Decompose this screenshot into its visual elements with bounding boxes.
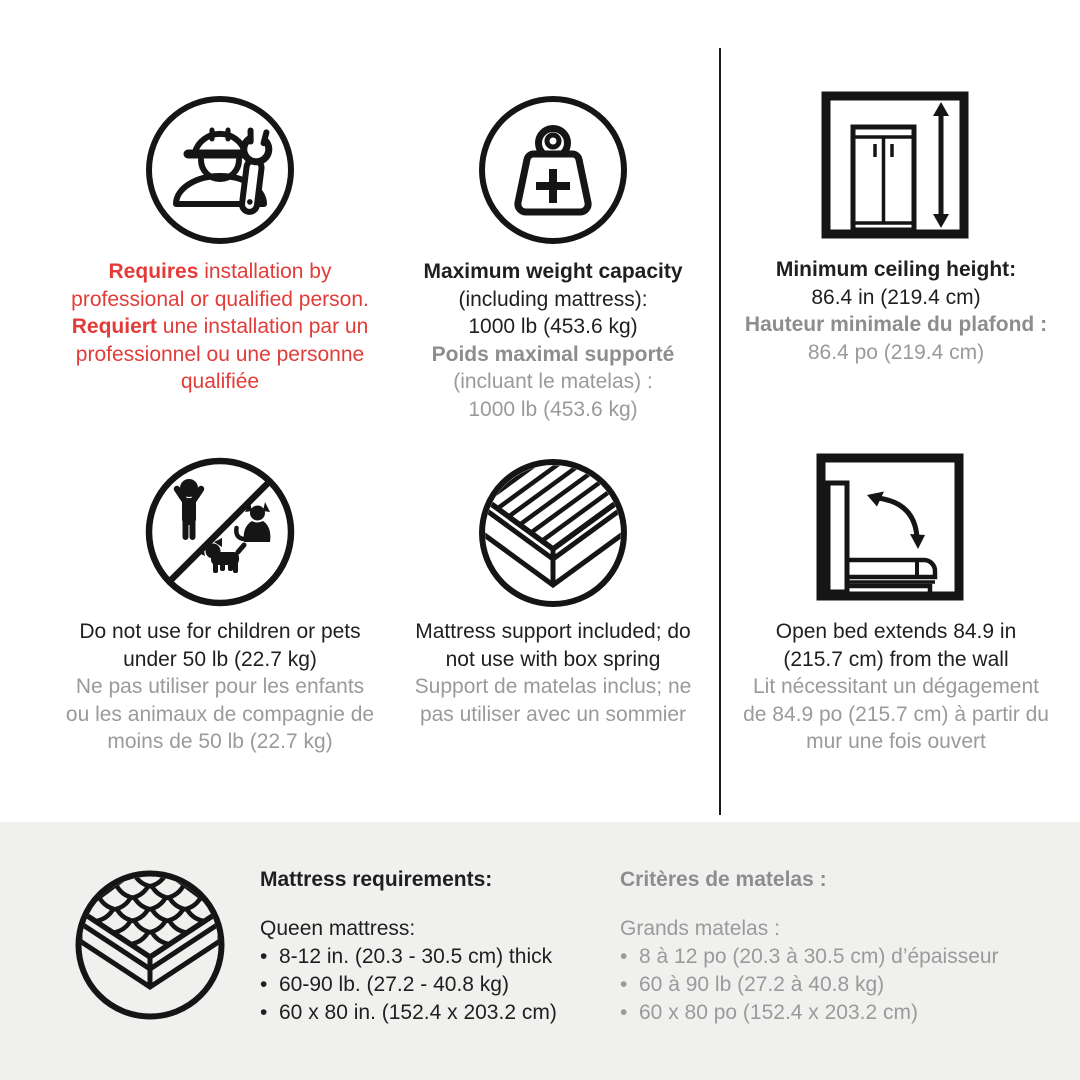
installer-icon [140,90,300,255]
cabinet-panel [828,483,847,592]
icon-circle-border [149,99,291,241]
install-text: Requires installation by professional or qualified person. Requiert une installation par un professionnel ou une personne qualifiée [71,260,369,393]
list-item: • 8 à 12 po (20.3 à 30.5 cm) d’épaisseur [620,943,999,971]
ceiling-height-icon [820,90,970,245]
open-bed-text: Open bed extends 84.9 in (215.7 cm) from the wall Lit nécessitant un dégagement de 84.9 po (215.7 cm) à partir du mur une fois ouvert [743,620,1049,753]
mattress-requirements-en [260,866,557,1027]
mattress-subtitle-en: Queen mattress: [260,917,416,940]
mattress-subtitle-fr: Grands matelas : [620,917,780,940]
weight-plus-icon [473,90,633,250]
mattress-icon [70,865,230,1030]
children-pets-text: Do not use for children or pets under 50 lb (22.7 kg) Ne pas utiliser pour les enfants ou les animaux de compagnie de moins de 50 lb (22.7 kg) [65,620,375,753]
no-children-pets-icon [140,452,300,617]
mattress-requirements-fr [620,866,999,1027]
list-item: • 60 à 90 lb (27.2 à 40.8 kg) [620,971,999,999]
list-item: • 60 x 80 in. (152.4 x 203.2 cm) [260,999,557,1027]
weight-text: Maximum weight capacity (including mattress): 1000 lb (453.6 kg) Poids maximal supporté (incluant le matelas) : 1000 lb (453.6 kg) [423,260,683,421]
list-item: • 60 x 80 po (152.4 x 203.2 cm) [620,999,999,1027]
closed-wall-bed-height-arrow-icon [820,90,970,240]
installer-hardhat-wrench-icon [140,90,300,250]
ceiling-text: Minimum ceiling height: 86.4 in (219.4 cm) Hauteur minimale du plafond : 86.4 po (219.4 cm) [744,258,1048,364]
icon-circle-border [79,874,222,1017]
support-text: Mattress support included; do not use with box spring Support de matelas inclus; ne pas utiliser avec un sommier [414,620,692,726]
open-bed-icon [815,452,965,607]
mattress-list-fr [620,943,999,1027]
tufted-mattress-icon [70,865,230,1025]
weight-handle-hole [547,135,559,147]
child-figure [177,479,201,537]
open-bed [847,560,935,593]
mattress-requirements-title-fr: Critères de matelas : [620,868,827,891]
tufted-mattress [80,865,220,987]
closed-cabinet [853,127,914,230]
open-wall-bed-arrow-icon [815,452,965,602]
no-children-or-pets-icon [140,452,300,612]
mattress-support-icon [473,453,633,618]
slatted-mattress-support-icon [473,453,633,613]
max-weight-icon [473,90,633,255]
list-item: • 60-90 lb. (27.2 - 40.8 kg) [260,971,557,999]
slatted-platform [479,453,627,585]
mattress-list-en [260,943,557,1027]
fold-arrow [867,492,925,550]
list-item: • 8-12 in. (20.3 - 30.5 cm) thick [260,943,557,971]
vertical-divider [719,48,721,815]
double-arrow [933,102,949,228]
mattress-requirements-title-en: Mattress requirements: [260,868,493,891]
